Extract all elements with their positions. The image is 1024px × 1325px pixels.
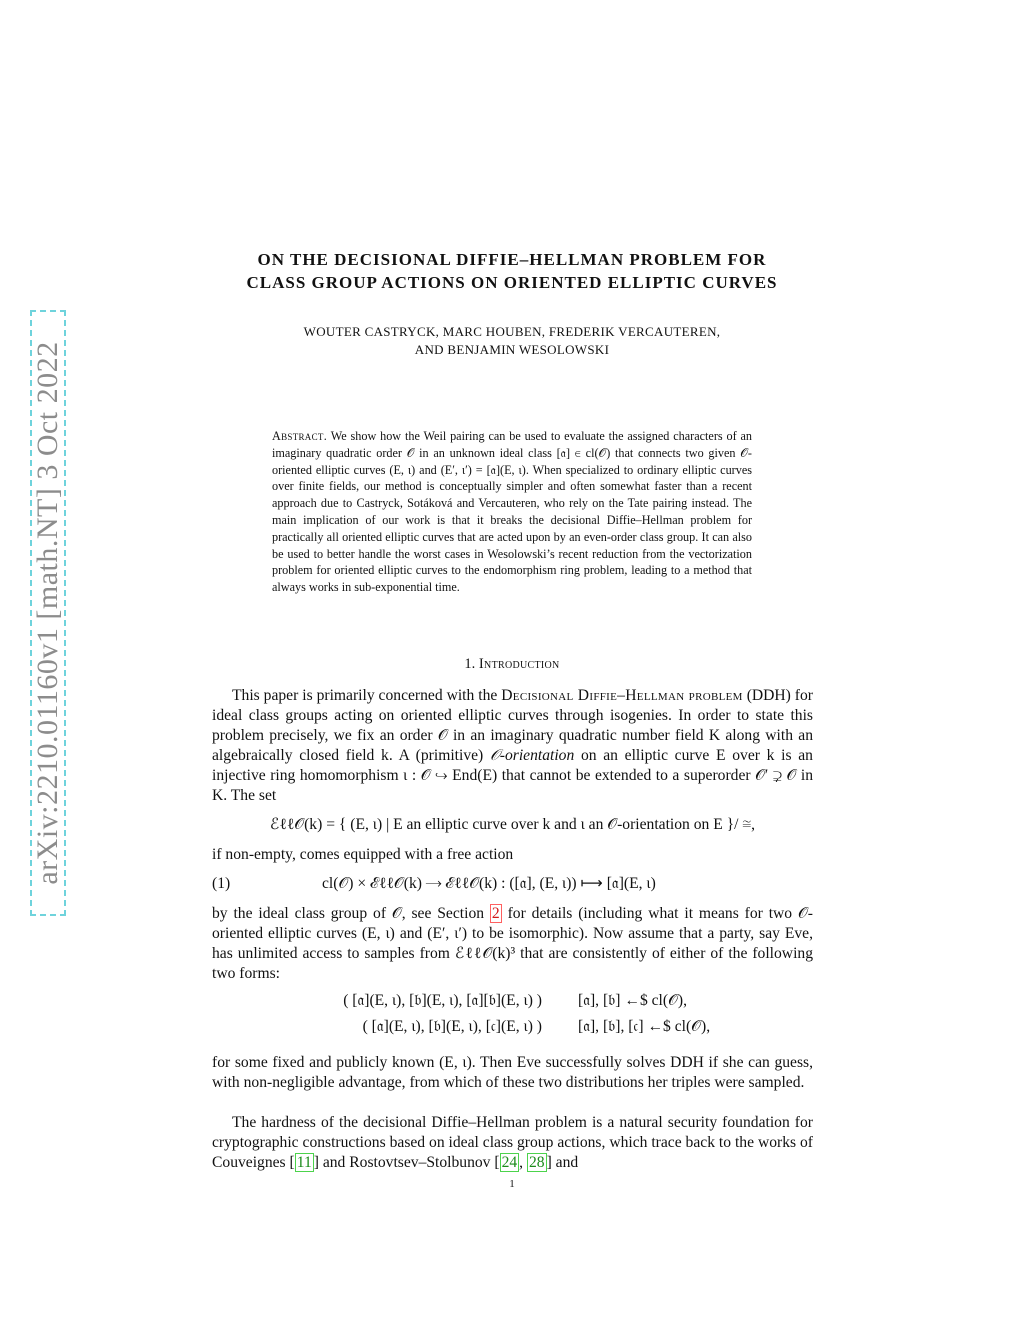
page-number: 1 — [509, 1178, 515, 1190]
para2-text: if non-empty, comes equipped with a free action — [212, 846, 514, 863]
abstract-label: Abstract. — [272, 429, 328, 443]
para3-text-b: for details (including what it means for two 𝒪-oriented elliptic curves (E, ι) and (E′, ι′) to be isomorphic). Now assume that a party, say Eve, has unlimited access to samples from ℰℓℓ𝒪(k)³ that are consistently of either of the following two forms: — [212, 905, 813, 982]
para1-text-b: (DDH) for ideal class groups acting on oriented elliptic curves through isogenies. In order to state this problem precisely, we fix an order 𝒪 in an imaginary quadratic number field K along with an algebraically closed field k. A (primitive) — [212, 687, 813, 764]
citation-24[interactable]: 24 — [501, 1154, 518, 1171]
arxiv-side-stamp[interactable] — [30, 310, 66, 916]
para5-text-c: ] and — [546, 1154, 579, 1171]
set-definition-equation: ℰℓℓ𝒪(k) = { (E, ι) | E an elliptic curve over k and ι an 𝒪-orientation on E }/ ≅, — [269, 816, 756, 833]
para5-text-b: and Rostovtsev–Stolbunov [ — [322, 1154, 500, 1171]
title-line-2: CLASS GROUP ACTIONS ON ORIENTED ELLIPTIC CURVES — [246, 273, 778, 292]
triple-2-right: [𝔞], [𝔟], [𝔠] ←$ cl(𝒪), — [578, 1018, 711, 1035]
citation-11[interactable]: 11 — [296, 1154, 312, 1171]
triple-2-left: ( [𝔞](E, ι), [𝔟](E, ι), [𝔠](E, ι) ) — [362, 1018, 542, 1035]
citation-28[interactable]: 28 — [528, 1154, 545, 1171]
intro-paragraph-2 — [212, 845, 813, 865]
equation-body: cl(𝒪) × ℰℓℓ𝒪(k) ⟶ ℰℓℓ𝒪(k) : ([𝔞], (E, ι)) ⟼ [𝔞](E, ι) — [322, 875, 656, 892]
para5-text-a: The hardness of the decisional Diffie–Hellman problem is a natural security foundation for cryptographic constructions based on ideal class group actions, which trace back to the works of Couveignes — [212, 1114, 813, 1171]
triple-1-left: ( [𝔞](E, ι), [𝔟](E, ι), [𝔞][𝔟](E, ι) ) — [343, 992, 542, 1009]
section-ref-link[interactable]: 2 — [491, 905, 500, 922]
abstract-text: We show how the Weil pairing can be used to evaluate the assigned characters of an imaginary quadratic order 𝒪 in an unknown ideal class [𝔞] ∈ cl(𝒪) that connects two given 𝒪-oriented elliptic curves (E, ι) and (E′, ι′) = [𝔞](E, ι). When specialized to ordinary elliptic curves over finite fields, our method is conceptually simpler and often somewhat faster than a recent approach due to Castryck, Sotáková and Vercauteren, who rely on the Tate pairing instead. The main implication of our work is that it breaks the decisional Diffie–Hellman problem for practically all oriented elliptic curves that are acted upon by an even-order class group. It can also be used to better handle the worst cases in Wesolowski’s recent reduction from the vectorization problem for oriented elliptic curves to the endomorphism ring problem, leading to a method that always works in sub-exponential time. — [272, 429, 753, 595]
triple-1-right: [𝔞], [𝔟] ←$ cl(𝒪), — [578, 992, 687, 1009]
intro-paragraph-3 — [212, 904, 813, 984]
abstract — [272, 428, 752, 596]
authors-line-2: AND BENJAMIN WESOLOWSKI — [414, 342, 610, 357]
section-heading-introduction — [200, 656, 824, 673]
arxiv-identifier: arXiv:2210.01160v1 [math.NT] 3 Oct 2022 — [31, 341, 64, 885]
para4-text: for some fixed and publicly known (E, ι). Then Eve successfully solves DDH if she can guess, with non-negligible advantage, from which of these two distributions her triples were sampled. — [212, 1054, 813, 1091]
citation-separator: , — [519, 1154, 527, 1171]
equation-number: (1) — [212, 875, 231, 892]
intro-paragraph-1 — [212, 686, 813, 806]
author-list — [200, 323, 824, 359]
ddh-distributions — [212, 992, 813, 1044]
intro-paragraph-4 — [212, 1053, 813, 1093]
paper-title — [200, 248, 824, 294]
authors-line-1: WOUTER CASTRYCK, MARC HOUBEN, FREDERIK VERCAUTEREN, — [303, 324, 721, 339]
para1-text-a: This paper is primarily concerned with the — [232, 687, 498, 704]
section-number: 1. — [464, 656, 476, 672]
orientation-term: 𝒪-orientation — [489, 747, 575, 764]
intro-paragraph-5: The hardness of the decisional Diffie–Hellman problem is a natural security foundation for cryptographic constructions based on ideal class group actions, which trace back to the works of Couveignes [ 11 ] and Rostovtsev–Stolbunov [ 24 , 28 ] and — [212, 1114, 813, 1171]
ddh-term: Decisional Diffie–Hellman problem — [501, 687, 743, 704]
para1-text-c: on an elliptic curve E over k is an injective ring homomorphism ι : 𝒪 ↪ End(E) that cannot be extended to a superorder 𝒪′ ⊋ 𝒪 in K. The set — [212, 747, 813, 804]
para3-text-a: by the ideal class group of 𝒪, see Section — [212, 905, 485, 922]
title-line-1: ON THE DECISIONAL DIFFIE–HELLMAN PROBLEM FOR — [257, 250, 767, 269]
section-title: Introduction — [478, 656, 560, 672]
